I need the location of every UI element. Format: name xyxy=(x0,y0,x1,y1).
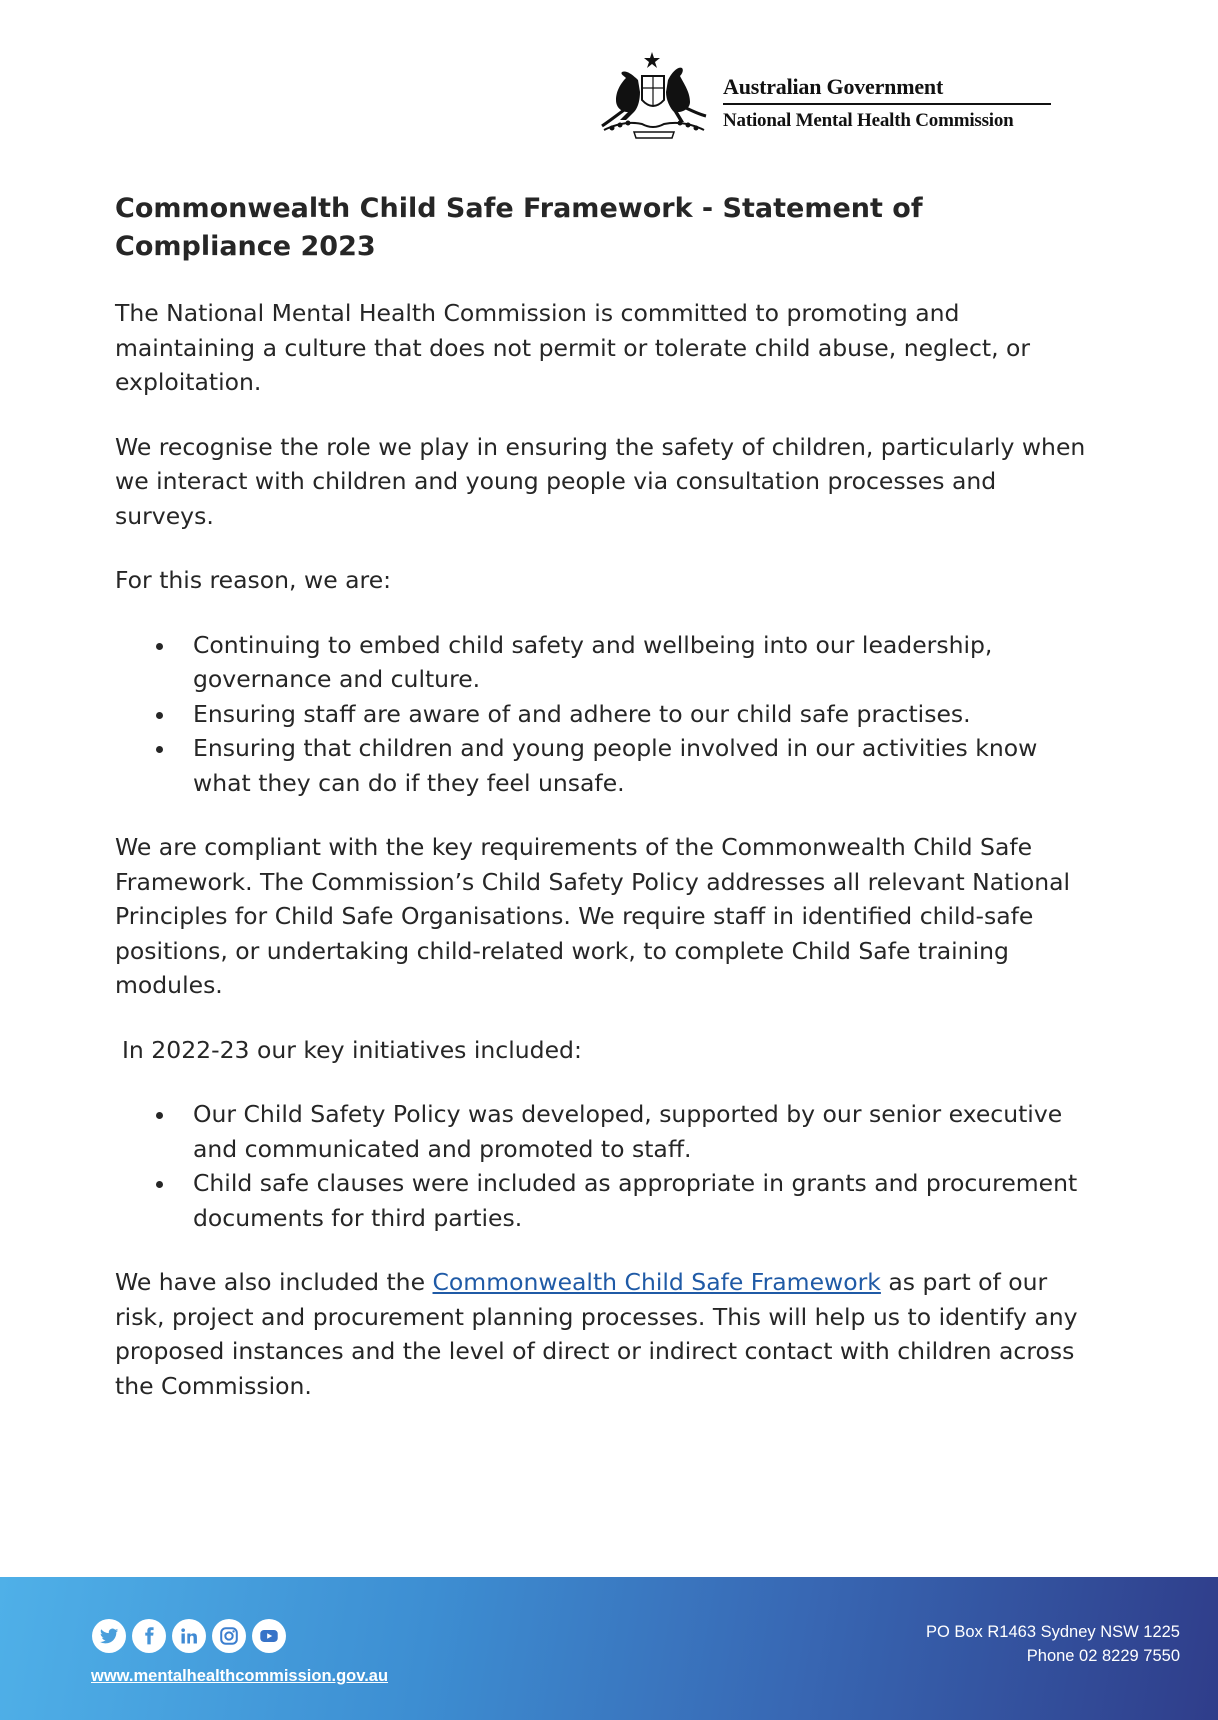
page-title: Commonwealth Child Safe Framework - Statement of Compliance 2023 xyxy=(115,193,923,262)
list-item: Continuing to embed child safety and wellbeing into our leadership, governance and culture. xyxy=(193,628,1095,697)
instagram-icon[interactable] xyxy=(212,1619,246,1653)
agency-name: National Mental Health Commission xyxy=(723,110,1014,131)
list-item: Our Child Safety Policy was developed, supported by our senior executive and communicated and promoted to staff. xyxy=(193,1097,1095,1166)
government-wordmark xyxy=(723,74,1051,132)
commitments-list xyxy=(115,628,1095,801)
twitter-icon[interactable] xyxy=(92,1619,126,1653)
paragraph-compliance: We are compliant with the key requirements of the Commonwealth Child Safe Framework. The Commission’s Child Safety Policy addresses all relevant National Principles for Child Safe Organisations. We require staff in identified child-safe positions, or undertaking child-related work, to complete Child Safe training modules. xyxy=(115,833,1071,999)
list-item: Child safe clauses were included as appropriate in grants and procurement documents for third parties. xyxy=(193,1166,1095,1235)
commonwealth-coat-of-arms-icon xyxy=(594,50,714,142)
framework-link[interactable]: Commonwealth Child Safe Framework xyxy=(432,1268,881,1296)
paragraph-commitment: The National Mental Health Commission is committed to promoting and maintaining a culture that does not permit or tolerate child abuse, neglect, or exploitation. xyxy=(115,299,1031,396)
footer xyxy=(0,1577,1218,1720)
document-body xyxy=(115,190,1095,1433)
paragraph-framework-start: We have also included the xyxy=(115,1268,433,1296)
paragraph-role: We recognise the role we play in ensuring the safety of children, particularly when we interact with children and young people via consultation processes and surveys. xyxy=(115,432,1086,530)
government-name: Australian Government xyxy=(723,74,944,99)
youtube-icon[interactable] xyxy=(252,1619,286,1653)
social-links xyxy=(92,1619,286,1653)
list-item: Ensuring staff are aware of and adhere to our child safe practises. xyxy=(193,697,1095,732)
initiatives-list xyxy=(115,1097,1095,1235)
paragraph-framework xyxy=(115,1265,1095,1403)
paragraph-reason: For this reason, we are: xyxy=(115,566,392,594)
paragraph-initiatives-intro: In 2022-23 our key initiatives included: xyxy=(122,1035,582,1064)
website-link[interactable]: www.mentalhealthcommission.gov.au xyxy=(91,1667,389,1685)
phone-number: Phone 02 8229 7550 xyxy=(1026,1647,1180,1665)
contact-details xyxy=(926,1620,1180,1668)
government-header xyxy=(594,50,1058,142)
header-divider xyxy=(723,103,1051,105)
paragraph-framework-end: as part of our risk, project and procurement planning processes. This will help us to identify any proposed instances and the level of direct or indirect contact with children across the Commission. xyxy=(115,1268,1078,1400)
linkedin-icon[interactable] xyxy=(172,1619,206,1653)
list-item: Ensuring that children and young people involved in our activities know what they can do if they feel unsafe. xyxy=(193,731,1095,800)
facebook-icon[interactable] xyxy=(132,1619,166,1653)
postal-address: PO Box R1463 Sydney NSW 1225 xyxy=(925,1623,1180,1641)
